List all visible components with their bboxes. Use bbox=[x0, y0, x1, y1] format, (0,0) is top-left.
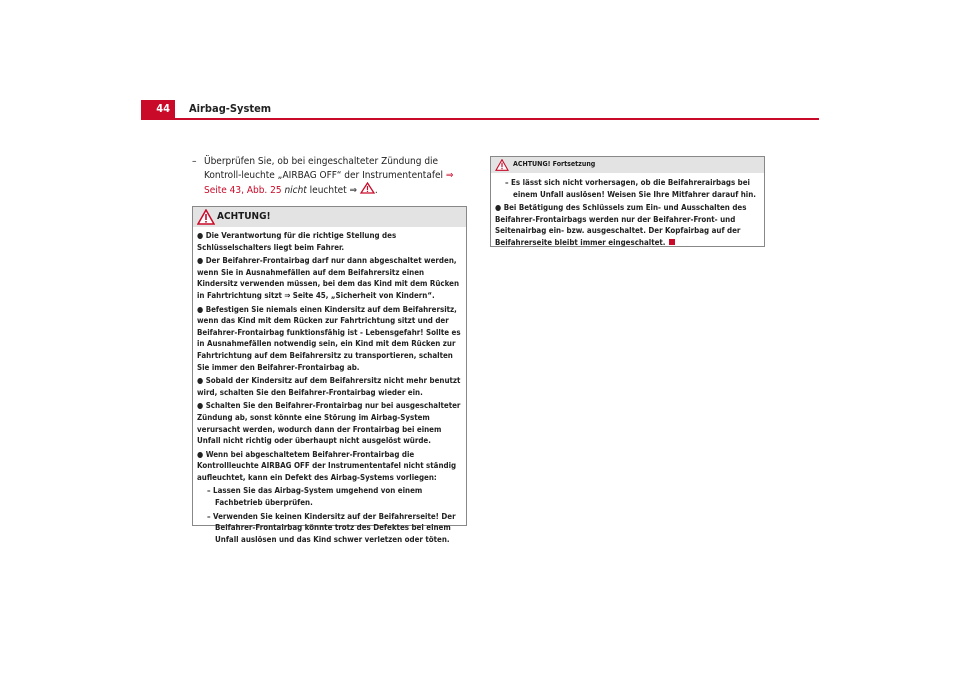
warning-continued-title: ACHTUNG! Fortsetzung bbox=[513, 160, 596, 168]
intro-text-2: leuchtet ⇒ bbox=[306, 185, 360, 196]
list-item: ● Wenn bei abgeschaltetem Beifahrer-Frontairbag die Kontrollleuchte AIRBAG OFF der Instrumententafel nicht ständig aufleuchtet, kann ein Defekt des Airbag-Systems vorliegen: bbox=[197, 449, 457, 482]
intro-text-1: Überprüfen Sie, ob bei eingeschalteter Zündung die Kontroll-leuchte „AIRBAG OFF“ der Instrumententafel bbox=[204, 156, 446, 181]
list-item: ● Bei Betätigung des Schlüssels zum Ein- und Ausschalten des Beifahrer-Frontairbags werden nur der Beifahrer-Front- und Seitenairbag ein- bzw. ausgeschaltet. Der Kopfairbag auf der Beifahrerseite bleibt immer eingeschaltet. bbox=[495, 203, 747, 247]
warning-body bbox=[193, 227, 466, 551]
list-item: ● Der Beifahrer-Frontairbag darf nur dann abgeschaltet werden, wenn Sie in Ausnahmefällen auf dem Beifahrersitz einen Kindersitz verwenden müssen, bei dem das Kind mit dem Rücken in Fahrtrichtung sitzt ⇒ Seite 45, „Sicherheit von Kindern“. bbox=[197, 256, 460, 300]
sub-item: – Verwenden Sie keinen Kindersitz auf der Beifahrerseite! Der Beifahrer-Frontairbag könnte trotz des Defektes bei einem Unfall auslösen und das Kind schwer verletzen oder töten. bbox=[207, 511, 456, 544]
page-reference-link[interactable]: ⇒ Seite 43, Abb. 25 bbox=[204, 169, 454, 196]
sub-item: – Lassen Sie das Airbag-System umgehend von einem Fachbetrieb überprüfen. bbox=[207, 486, 423, 508]
page-number: 44 bbox=[141, 100, 175, 118]
intro-end: . bbox=[374, 185, 378, 196]
warning-triangle-icon bbox=[197, 209, 215, 225]
list-item: ● Die Verantwortung für die richtige Stellung des Schlüsselschalters liegt beim Fahrer. bbox=[197, 231, 397, 252]
end-of-section-mark bbox=[669, 239, 675, 245]
list-item: ● Sobald der Kindersitz auf dem Beifahrersitz nicht mehr benutzt wird, schalten Sie den Beifahrer-Frontairbag wieder ein. bbox=[197, 376, 461, 397]
warning-box bbox=[192, 206, 467, 544]
intro-step bbox=[192, 155, 470, 198]
list-item: ● Befestigen Sie niemals einen Kindersitz auf dem Beifahrersitz, wenn das Kind mit dem Rücken zur Fahrtrichtung sitzt und der Beifahrer-Frontairbag funktionsfähig ist - Lebensgefahr! Sollte es in Ausnahmefällen notwendig sein, ein Kind mit dem Rücken zur Fahrtrichtung auf dem Beifahrersitz zu transportieren, schalten Sie immer den Beifahrer-Frontairbag ab. bbox=[197, 304, 461, 372]
warning-header bbox=[193, 207, 466, 227]
warning-continued-box bbox=[490, 156, 765, 247]
page-header bbox=[141, 100, 819, 120]
step-dash: – bbox=[192, 156, 197, 167]
sub-item: – Es lässt sich nicht vorhersagen, ob die Beifahrerairbags bei einem Unfall auslösen! Weisen Sie Ihre Mitfahrer darauf hin. bbox=[505, 178, 756, 199]
list-item: ● Schalten Sie den Beifahrer-Frontairbag nur bei ausgeschalteter Zündung ab, sonst könnte eine Störung im Airbag-System verursacht werden, wodurch dann der Frontairbag bei einem Unfall nicht richtig oder überhaupt nicht ausgelöst würde. bbox=[197, 401, 461, 446]
intro-emphasis: nicht bbox=[284, 185, 307, 196]
warning-title: ACHTUNG! bbox=[217, 211, 271, 222]
warning-continued-body bbox=[491, 173, 764, 255]
warning-continued-header bbox=[491, 157, 764, 173]
section-title: Airbag-System bbox=[189, 102, 272, 115]
warning-triangle-icon bbox=[360, 182, 375, 194]
warning-triangle-icon bbox=[495, 159, 509, 171]
